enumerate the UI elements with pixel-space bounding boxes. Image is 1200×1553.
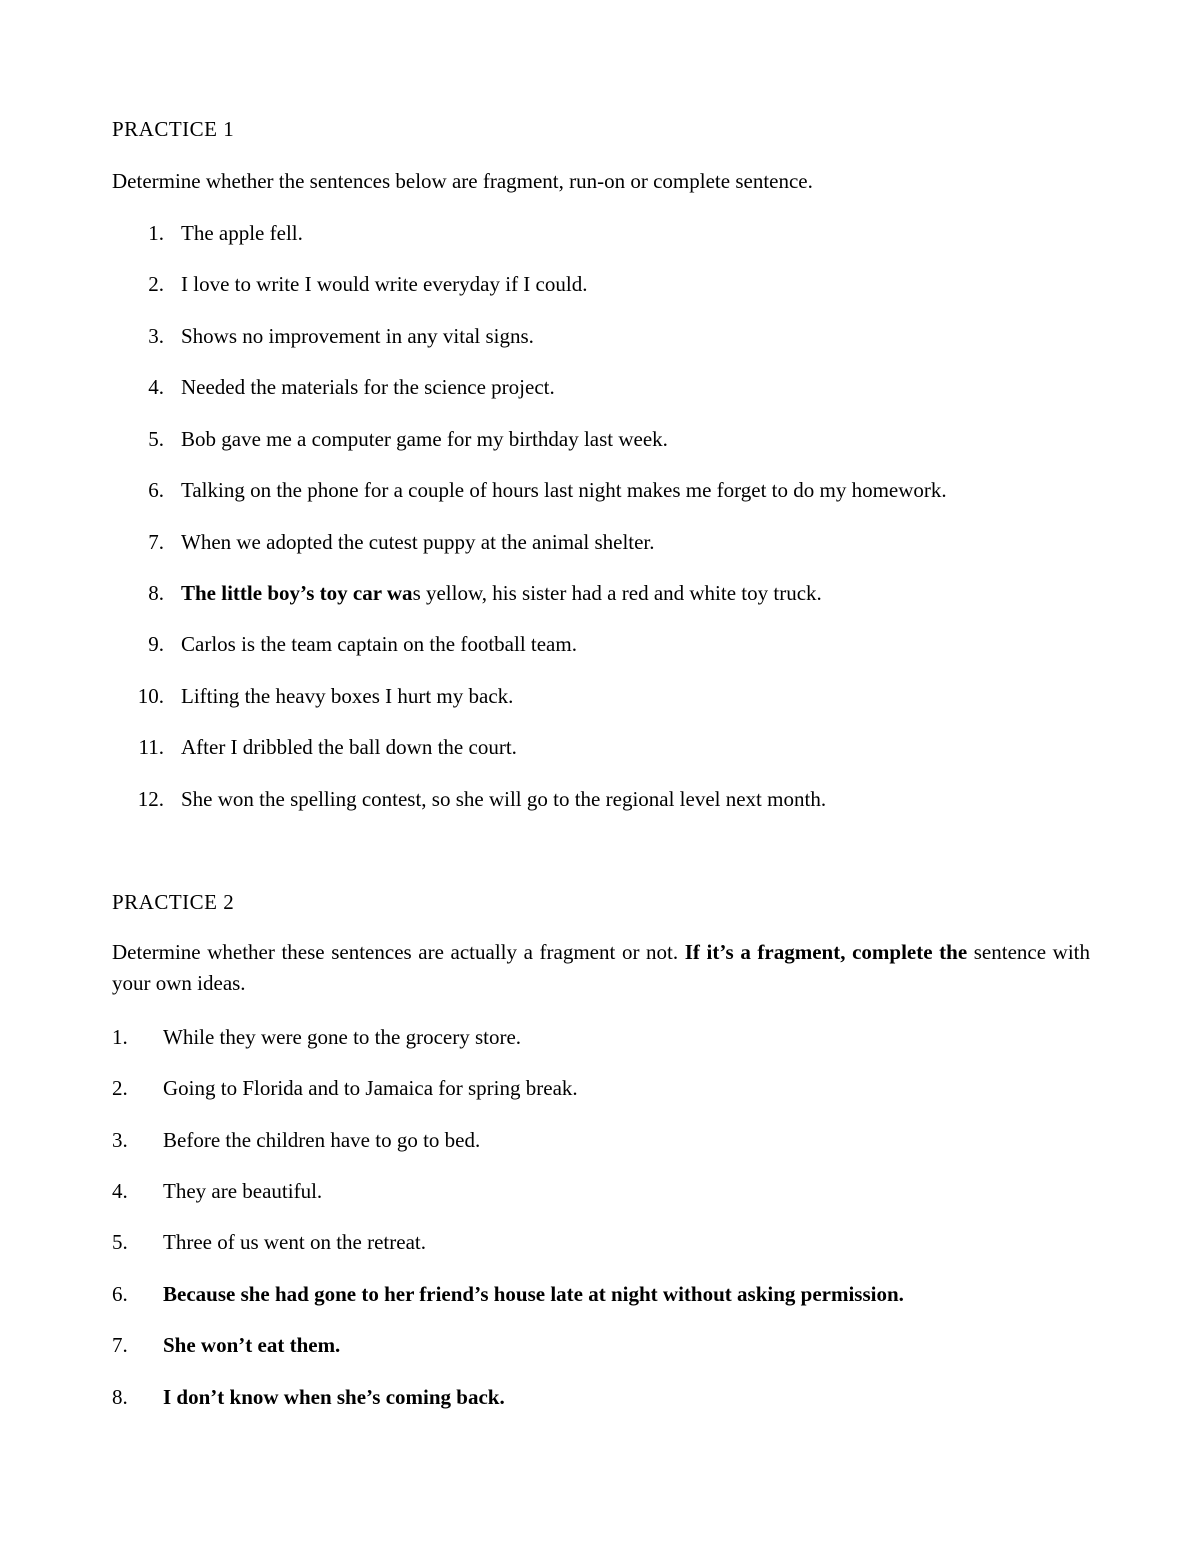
item-text: I love to write I would write everyday if I could. bbox=[181, 272, 588, 296]
instruction-tail: sentence with your own ideas. bbox=[112, 940, 1090, 995]
item-number: 7. bbox=[148, 530, 164, 554]
item-text: Three of us went on the retreat. bbox=[163, 1230, 426, 1254]
instruction-text: Determine whether these sentences are actually a fragment or not. bbox=[112, 940, 685, 964]
item-text: Needed the materials for the science project. bbox=[181, 375, 555, 399]
item-number: 1. bbox=[112, 1025, 128, 1049]
item-number: 1. bbox=[148, 221, 164, 245]
item-text: She won the spelling contest, so she will go to the regional level next month. bbox=[181, 787, 827, 811]
item-number: 3. bbox=[112, 1128, 128, 1152]
item-text: While they were gone to the grocery store. bbox=[163, 1025, 522, 1049]
practice-2-instruction bbox=[112, 937, 1090, 999]
item-text-bold: Because she had gone to her friend’s house late at night without asking permission. bbox=[163, 1282, 904, 1306]
item-text-bold: I don’t know when she’s coming back. bbox=[163, 1385, 505, 1409]
item-number: 8. bbox=[112, 1385, 128, 1409]
item-number: 4. bbox=[112, 1179, 128, 1203]
item-number: 7. bbox=[112, 1333, 128, 1357]
item-text bbox=[181, 581, 822, 606]
item-number: 6. bbox=[148, 478, 164, 502]
item-number: 10. bbox=[137, 684, 164, 708]
practice-1-heading: PRACTICE 1 bbox=[112, 117, 235, 141]
item-number: 12. bbox=[137, 787, 164, 811]
item-text: Shows no improvement in any vital signs. bbox=[181, 324, 534, 348]
item-number: 11. bbox=[138, 735, 164, 759]
item-number: 5. bbox=[112, 1230, 128, 1254]
item-number: 3. bbox=[148, 324, 164, 348]
item-text-bold: She won’t eat them. bbox=[163, 1333, 341, 1357]
item-text: Bob gave me a computer game for my birthday last week. bbox=[181, 427, 668, 451]
practice-2-heading: PRACTICE 2 bbox=[112, 890, 235, 914]
item-text: Going to Florida and to Jamaica for spring break. bbox=[163, 1076, 578, 1100]
item-number: 2. bbox=[112, 1076, 128, 1100]
practice-1-instruction: Determine whether the sentences below are fragment, run-on or complete sentence. bbox=[112, 169, 813, 193]
item-number: 5. bbox=[148, 427, 164, 451]
item-number: 8. bbox=[148, 581, 164, 605]
item-text: They are beautiful. bbox=[163, 1179, 323, 1203]
item-number: 2. bbox=[148, 272, 164, 296]
item-text-bold: The little boy’s toy car wa bbox=[181, 581, 413, 605]
item-text: Talking on the phone for a couple of hours last night makes me forget to do my homework. bbox=[181, 478, 947, 502]
item-text: When we adopted the cutest puppy at the animal shelter. bbox=[181, 530, 655, 554]
item-text: The apple fell. bbox=[181, 221, 303, 245]
item-text: Before the children have to go to bed. bbox=[163, 1128, 481, 1152]
item-text-rest: s yellow, his sister had a red and white toy truck. bbox=[412, 581, 822, 605]
item-number: 6. bbox=[112, 1282, 128, 1306]
item-text: Lifting the heavy boxes I hurt my back. bbox=[181, 684, 514, 708]
item-number: 9. bbox=[148, 632, 164, 656]
item-text: After I dribbled the ball down the court. bbox=[181, 735, 517, 759]
instruction-bold: If it’s a fragment, complete the bbox=[684, 940, 968, 964]
item-number: 4. bbox=[148, 375, 164, 399]
item-text: Carlos is the team captain on the football team. bbox=[181, 632, 577, 656]
